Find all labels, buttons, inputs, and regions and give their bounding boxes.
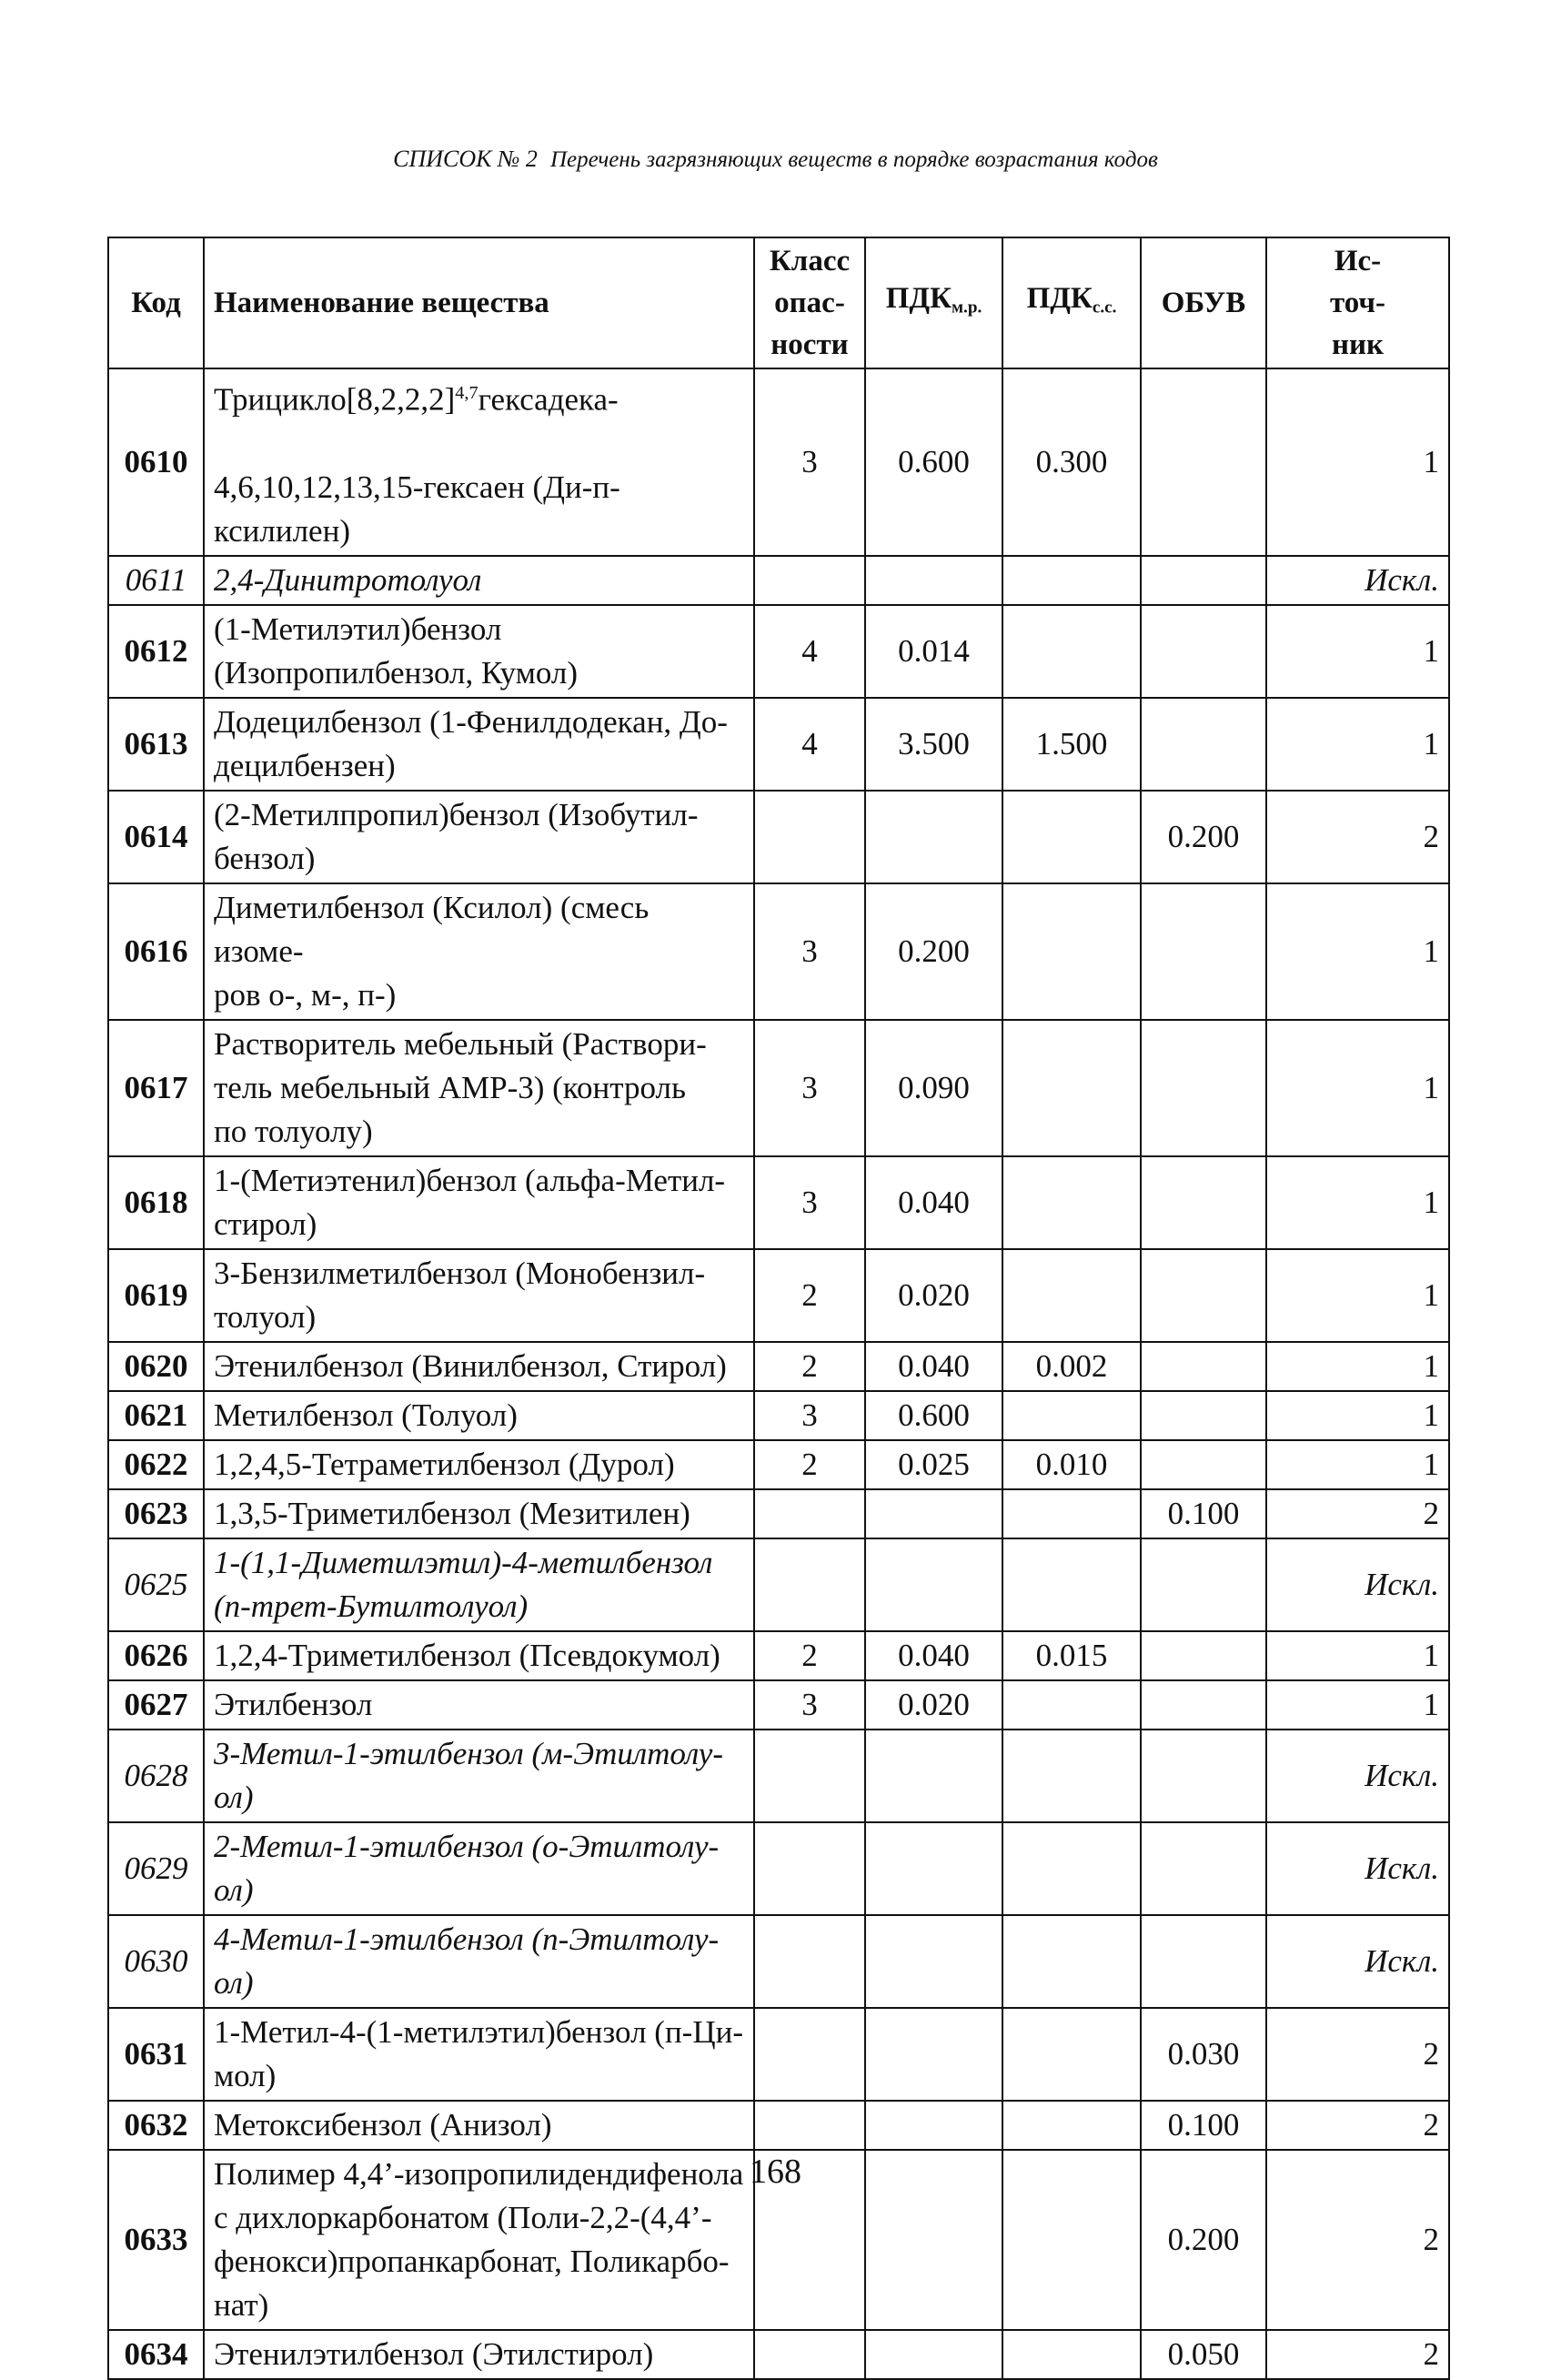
cell-name xyxy=(204,1489,754,1538)
cell-name-line: толуол) xyxy=(214,1298,317,1335)
cell-pdk-mr xyxy=(865,2008,1002,2101)
col-source-header-line: ник xyxy=(1331,328,1385,361)
cell-pdk-ss xyxy=(1002,1391,1141,1440)
pdk-mr-subscript: м.р. xyxy=(952,298,982,318)
cell-pdk-ss xyxy=(1002,1156,1141,1249)
cell-name-line: бензол) xyxy=(214,840,316,876)
cell-class xyxy=(754,1538,865,1631)
cell-name-line: Трицикло[8,2,2,2] xyxy=(214,381,456,418)
cell-pdk-mr xyxy=(865,791,1002,883)
cell-pdk-ss xyxy=(1002,1020,1141,1156)
cell-pdk-ss xyxy=(1002,1489,1141,1538)
cell-source: 2 xyxy=(1266,2330,1449,2379)
table-body xyxy=(108,368,1449,2379)
cell-name-line: (2-Метилпропил)бензол (Изобутил- xyxy=(214,796,699,832)
cell-code: 0626 xyxy=(108,1631,204,1680)
cell-obuv xyxy=(1141,605,1266,698)
cell-code: 0632 xyxy=(108,2101,204,2150)
list-title: Перечень загрязняющих веществ в порядке возрастания кодов xyxy=(549,147,1158,172)
table-row xyxy=(108,791,1449,883)
cell-pdk-mr: 0.600 xyxy=(865,368,1002,556)
cell-pdk-ss xyxy=(1002,883,1141,1020)
cell-class: 4 xyxy=(754,605,865,698)
name-superscript: 4,7 xyxy=(455,383,478,403)
cell-name-line: ров о-, м-, п-) xyxy=(214,976,397,1013)
cell-source: 1 xyxy=(1266,1342,1449,1391)
cell-class: 3 xyxy=(754,883,865,1020)
cell-class: 3 xyxy=(754,1156,865,1249)
cell-obuv xyxy=(1141,1440,1266,1489)
cell-name-line: 1,3,5-Триметилбензол (Мезитилен) xyxy=(214,1495,690,1531)
cell-class xyxy=(754,791,865,883)
table-row xyxy=(108,1020,1449,1156)
cell-obuv xyxy=(1141,1342,1266,1391)
cell-pdk-ss: 0.002 xyxy=(1002,1342,1141,1391)
cell-obuv xyxy=(1141,1156,1266,1249)
cell-code: 0612 xyxy=(108,605,204,698)
cell-source: 1 xyxy=(1266,1020,1449,1156)
cell-code: 0630 xyxy=(108,1915,204,2008)
cell-pdk-mr: 0.040 xyxy=(865,1631,1002,1680)
cell-obuv xyxy=(1141,368,1266,556)
table-row xyxy=(108,1822,1449,1915)
cell-code: 0621 xyxy=(108,1391,204,1440)
col-class-header-line: опас- xyxy=(774,287,845,319)
cell-obuv: 0.100 xyxy=(1141,2101,1266,2150)
cell-source: Искл. xyxy=(1266,1538,1449,1631)
cell-name-line: 1-(Метиэтенил)бензол (альфа-Метил- xyxy=(214,1162,726,1198)
col-source-header xyxy=(1266,237,1449,368)
cell-pdk-ss xyxy=(1002,2101,1141,2150)
cell-pdk-mr: 0.040 xyxy=(865,1156,1002,1249)
cell-code: 0620 xyxy=(108,1342,204,1391)
cell-name-line: (Изопропилбензол, Кумол) xyxy=(214,654,579,691)
cell-name xyxy=(204,556,754,605)
cell-pdk-mr xyxy=(865,1822,1002,1915)
table-row xyxy=(108,556,1449,605)
cell-name xyxy=(204,1730,754,1822)
cell-name-line: Этенилэтилбензол (Этилстирол) xyxy=(214,2335,654,2372)
cell-code: 0622 xyxy=(108,1440,204,1489)
cell-source: 1 xyxy=(1266,1440,1449,1489)
cell-name xyxy=(204,2101,754,2150)
cell-pdk-mr: 0.020 xyxy=(865,1249,1002,1342)
cell-name-line: 2,4-Динитротолуол xyxy=(214,561,482,598)
cell-code: 0610 xyxy=(108,368,204,556)
cell-name xyxy=(204,605,754,698)
cell-obuv xyxy=(1141,1249,1266,1342)
cell-name xyxy=(204,368,754,556)
cell-name-line: Полимер 4,4’-изопропилидендифенола xyxy=(214,2155,744,2192)
cell-source: 1 xyxy=(1266,1249,1449,1342)
cell-class xyxy=(754,1915,865,2008)
cell-name-line: Этенилбензол (Винилбензол, Стирол) xyxy=(214,1347,727,1384)
cell-class: 3 xyxy=(754,1391,865,1440)
cell-code: 0623 xyxy=(108,1489,204,1538)
cell-class: 3 xyxy=(754,1020,865,1156)
col-class-header xyxy=(754,237,865,368)
cell-source: 2 xyxy=(1266,2150,1449,2330)
cell-pdk-ss xyxy=(1002,2008,1141,2101)
table-row xyxy=(108,605,1449,698)
cell-name-line: с дихлоркарбонатом (Поли-2,2-(4,4’- xyxy=(214,2199,712,2235)
cell-pdk-mr xyxy=(865,2330,1002,2379)
page-header xyxy=(0,146,1551,173)
cell-pdk-mr xyxy=(865,556,1002,605)
cell-name-line: ол) xyxy=(214,1779,254,1815)
cell-name xyxy=(204,1391,754,1440)
cell-source: 1 xyxy=(1266,1391,1449,1440)
cell-class xyxy=(754,556,865,605)
cell-source: 1 xyxy=(1266,605,1449,698)
col-class-header-line: ности xyxy=(770,328,849,361)
table-row xyxy=(108,2330,1449,2379)
cell-name-line: гексадека- xyxy=(478,381,619,418)
cell-class: 2 xyxy=(754,1440,865,1489)
cell-source: Искл. xyxy=(1266,1915,1449,2008)
cell-pdk-mr xyxy=(865,1730,1002,1822)
cell-pdk-mr: 0.025 xyxy=(865,1440,1002,1489)
col-obuv-header: ОБУВ xyxy=(1141,237,1266,368)
table-row xyxy=(108,1631,1449,1680)
cell-pdk-ss: 0.015 xyxy=(1002,1631,1141,1680)
cell-pdk-ss: 0.300 xyxy=(1002,368,1141,556)
cell-pdk-ss xyxy=(1002,1822,1141,1915)
cell-name-line: стирол) xyxy=(214,1205,317,1242)
cell-obuv: 0.200 xyxy=(1141,2150,1266,2330)
cell-name xyxy=(204,1249,754,1342)
col-code-header: Код xyxy=(108,237,204,368)
table-row xyxy=(108,1489,1449,1538)
col-class-header-line: Класс xyxy=(769,245,851,277)
cell-name-line: децилбензен) xyxy=(214,747,396,783)
table-row xyxy=(108,1915,1449,2008)
cell-source: 2 xyxy=(1266,2101,1449,2150)
cell-name-line: (1-Метилэтил)бензол xyxy=(214,610,502,647)
table-row xyxy=(108,1342,1449,1391)
cell-code: 0634 xyxy=(108,2330,204,2379)
cell-name-line: 1,2,4,5-Тетраметилбензол (Дурол) xyxy=(214,1446,675,1482)
pdk-ss-label: ПДК xyxy=(1026,281,1093,315)
cell-code: 0628 xyxy=(108,1730,204,1822)
cell-name xyxy=(204,1631,754,1680)
cell-name-line: (п-трет-Бутилтолуол) xyxy=(214,1588,529,1624)
cell-code: 0631 xyxy=(108,2008,204,2101)
cell-obuv xyxy=(1141,1730,1266,1822)
cell-class: 2 xyxy=(754,1342,865,1391)
cell-class xyxy=(754,2101,865,2150)
cell-code: 0619 xyxy=(108,1249,204,1342)
cell-pdk-ss xyxy=(1002,1538,1141,1631)
cell-class: 4 xyxy=(754,698,865,791)
cell-name xyxy=(204,1680,754,1730)
cell-class xyxy=(754,1730,865,1822)
cell-code: 0616 xyxy=(108,883,204,1020)
cell-pdk-mr: 3.500 xyxy=(865,698,1002,791)
cell-source: 2 xyxy=(1266,2008,1449,2101)
cell-pdk-ss: 1.500 xyxy=(1002,698,1141,791)
cell-class xyxy=(754,2008,865,2101)
cell-pdk-ss xyxy=(1002,1680,1141,1730)
cell-name-line: 3-Метил-1-этилбензол (м-Этилтолу- xyxy=(214,1735,723,1771)
cell-obuv: 0.100 xyxy=(1141,1489,1266,1538)
col-pdk-mr-header xyxy=(865,237,1002,368)
cell-code: 0611 xyxy=(108,556,204,605)
cell-code: 0627 xyxy=(108,1680,204,1730)
cell-name-line: мол) xyxy=(214,2057,277,2093)
cell-name-line: фенокси)пропанкарбонат, Поликарбо- xyxy=(214,2243,730,2279)
table-row xyxy=(108,698,1449,791)
cell-source: 1 xyxy=(1266,1631,1449,1680)
cell-class: 2 xyxy=(754,1631,865,1680)
cell-obuv xyxy=(1141,1020,1266,1156)
cell-name xyxy=(204,1440,754,1489)
cell-name xyxy=(204,2008,754,2101)
cell-pdk-mr xyxy=(865,2101,1002,2150)
cell-obuv xyxy=(1141,1538,1266,1631)
cell-pdk-mr: 0.090 xyxy=(865,1020,1002,1156)
cell-pdk-mr xyxy=(865,1538,1002,1631)
cell-pdk-ss xyxy=(1002,791,1141,883)
cell-code: 0614 xyxy=(108,791,204,883)
cell-code: 0613 xyxy=(108,698,204,791)
cell-name xyxy=(204,791,754,883)
cell-name-line: 4-Метил-1-этилбензол (п-Этилтолу- xyxy=(214,1921,720,1957)
cell-code: 0629 xyxy=(108,1822,204,1915)
col-pdk-ss-header xyxy=(1002,237,1141,368)
table-row xyxy=(108,1680,1449,1730)
cell-name-line: 1-Метил-4-(1-метилэтил)бензол (п-Ци- xyxy=(214,2013,743,2050)
table-row xyxy=(108,2101,1449,2150)
table-row xyxy=(108,1156,1449,1249)
cell-obuv xyxy=(1141,1822,1266,1915)
cell-name-line: Додецилбензол (1-Фенилдодекан, До- xyxy=(214,703,728,740)
col-source-header-line: точ- xyxy=(1329,287,1386,319)
cell-name-line: тель мебельный АМР-3) (контроль xyxy=(214,1069,686,1105)
cell-pdk-ss xyxy=(1002,556,1141,605)
cell-name xyxy=(204,1020,754,1156)
cell-name-line: 1,2,4-Триметилбензол (Псевдокумол) xyxy=(214,1637,720,1673)
cell-name-line: 4,6,10,12,13,15-гексаен (Ди-п-ксилилен) xyxy=(214,469,620,549)
cell-name-line: Диметилбензол (Ксилол) (смесь изоме- xyxy=(214,889,650,969)
cell-source: 2 xyxy=(1266,1489,1449,1538)
cell-pdk-mr: 0.200 xyxy=(865,883,1002,1020)
table-row xyxy=(108,1249,1449,1342)
cell-name xyxy=(204,1538,754,1631)
cell-obuv: 0.200 xyxy=(1141,791,1266,883)
cell-source: Искл. xyxy=(1266,556,1449,605)
cell-pdk-mr: 0.600 xyxy=(865,1391,1002,1440)
cell-name-line: 1-(1,1-Диметилэтил)-4-метилбензол xyxy=(214,1544,713,1580)
pdk-mr-label: ПДК xyxy=(885,281,952,315)
cell-name-line: Растворитель мебельный (Раствори- xyxy=(214,1025,707,1062)
cell-pdk-mr: 0.014 xyxy=(865,605,1002,698)
cell-pdk-ss xyxy=(1002,605,1141,698)
cell-name xyxy=(204,1915,754,2008)
cell-pdk-ss xyxy=(1002,1249,1141,1342)
table-row xyxy=(108,1730,1449,1822)
cell-name-line: 3-Бензилметилбензол (Монобензил- xyxy=(214,1255,706,1291)
cell-obuv xyxy=(1141,1680,1266,1730)
cell-source: 2 xyxy=(1266,791,1449,883)
cell-name xyxy=(204,883,754,1020)
cell-name-line: ол) xyxy=(214,1871,254,1908)
cell-pdk-ss: 0.010 xyxy=(1002,1440,1141,1489)
cell-obuv xyxy=(1141,556,1266,605)
cell-name-line: нат) xyxy=(214,2286,269,2323)
cell-obuv xyxy=(1141,883,1266,1020)
table-row xyxy=(108,368,1449,556)
cell-pdk-ss xyxy=(1002,1915,1141,2008)
cell-class: 2 xyxy=(754,1249,865,1342)
table-row xyxy=(108,883,1449,1020)
cell-obuv xyxy=(1141,698,1266,791)
table-row xyxy=(108,1391,1449,1440)
cell-class xyxy=(754,1822,865,1915)
cell-pdk-ss xyxy=(1002,1730,1141,1822)
table-header-row xyxy=(108,237,1449,368)
cell-source: 1 xyxy=(1266,1156,1449,1249)
cell-name-line: Этилбензол xyxy=(214,1686,373,1722)
cell-code: 0625 xyxy=(108,1538,204,1631)
cell-pdk-mr xyxy=(865,1915,1002,2008)
page-number: 168 xyxy=(750,2153,801,2191)
table-row xyxy=(108,1538,1449,1631)
cell-name-line: Метилбензол (Толуол) xyxy=(214,1397,518,1433)
cell-source: 1 xyxy=(1266,368,1449,556)
cell-obuv xyxy=(1141,1631,1266,1680)
cell-code: 0633 xyxy=(108,2150,204,2330)
cell-name-line: 2-Метил-1-этилбензол (о-Этилтолу- xyxy=(214,1828,720,1864)
cell-source: Искл. xyxy=(1266,1730,1449,1822)
cell-obuv: 0.050 xyxy=(1141,2330,1266,2379)
cell-source: Искл. xyxy=(1266,1822,1449,1915)
table-row xyxy=(108,2008,1449,2101)
cell-class: 3 xyxy=(754,368,865,556)
cell-name xyxy=(204,1822,754,1915)
cell-pdk-mr: 0.040 xyxy=(865,1342,1002,1391)
table-row xyxy=(108,1440,1449,1489)
cell-class xyxy=(754,1489,865,1538)
col-name-header: Наименование вещества xyxy=(204,237,754,368)
cell-pdk-mr xyxy=(865,1489,1002,1538)
cell-source: 1 xyxy=(1266,1680,1449,1730)
cell-pdk-ss xyxy=(1002,2330,1141,2379)
cell-source: 1 xyxy=(1266,698,1449,791)
cell-obuv: 0.030 xyxy=(1141,2008,1266,2101)
cell-class xyxy=(754,2330,865,2379)
cell-pdk-mr: 0.020 xyxy=(865,1680,1002,1730)
cell-name-line: по толуолу) xyxy=(214,1113,373,1149)
cell-code: 0617 xyxy=(108,1020,204,1156)
cell-name xyxy=(204,1156,754,1249)
cell-obuv xyxy=(1141,1391,1266,1440)
cell-obuv xyxy=(1141,1915,1266,2008)
cell-name xyxy=(204,698,754,791)
substances-table xyxy=(107,237,1450,2380)
cell-name-line: ол) xyxy=(214,1964,254,2001)
cell-name xyxy=(204,2330,754,2379)
col-source-header-line: Ис- xyxy=(1334,245,1382,277)
cell-name xyxy=(204,1342,754,1391)
pdk-ss-subscript: с.с. xyxy=(1092,298,1117,318)
cell-name-line: Метоксибензол (Анизол) xyxy=(214,2106,552,2143)
cell-class: 3 xyxy=(754,1680,865,1730)
cell-source: 1 xyxy=(1266,883,1449,1020)
list-number: СПИСОК № 2 xyxy=(393,146,538,172)
cell-code: 0618 xyxy=(108,1156,204,1249)
